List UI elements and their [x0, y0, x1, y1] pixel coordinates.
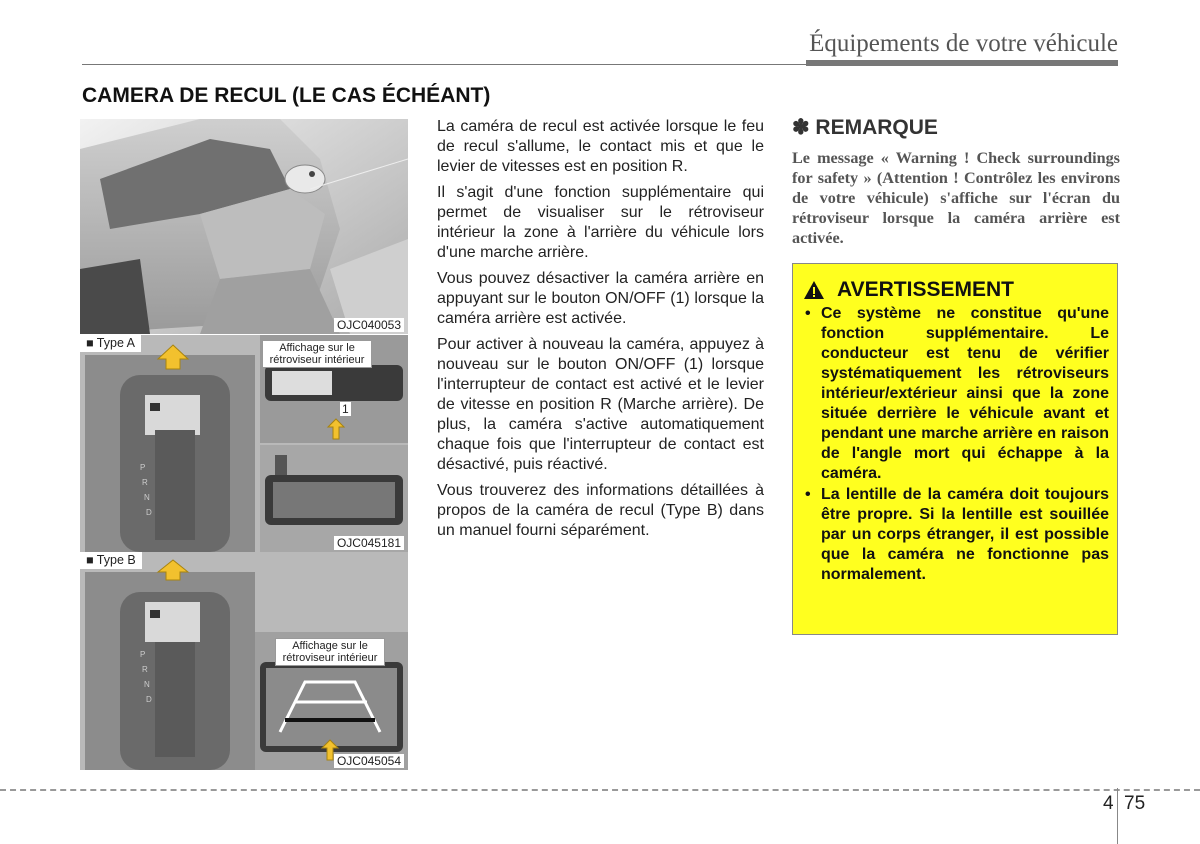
svg-text:R: R — [142, 478, 148, 487]
warning-item: • Ce système ne constitue qu'une fonction supplémentaire. Le conducteur est tenu de vérifier systématiquement les rétroviseurs intérieur/extérieur ainsi que la zone située derrière le véhicule avant et pendant une marche arrière en raison de l'angle mort qui échappe à la caméra. — [803, 304, 1109, 484]
figure-code: OJC045181 — [334, 536, 404, 550]
footer-rule — [0, 789, 1200, 791]
type-b-label: ■ Type B — [80, 552, 142, 569]
figure-type-a — [80, 335, 408, 552]
page-number-divider — [1117, 788, 1118, 844]
running-header: Équipements de votre véhicule — [809, 30, 1118, 57]
svg-text:R: R — [142, 665, 148, 674]
svg-text:N: N — [144, 680, 150, 689]
svg-text:D: D — [146, 508, 152, 517]
svg-text:D: D — [146, 695, 152, 704]
svg-text:P: P — [140, 463, 146, 472]
page-number: 75 — [1124, 793, 1146, 814]
warning-title: AVERTISSEMENT — [837, 278, 1014, 301]
figure-code: OJC040053 — [334, 318, 404, 332]
figure-rear-camera — [80, 119, 408, 334]
warning-item: • La lentille de la caméra doit toujours être propre. Si la lentille est souillée par un corps étranger, il est possible que la caméra ne fonctionne pas normalement. — [803, 485, 1109, 585]
svg-text:P: P — [140, 650, 146, 659]
figure-type-b — [80, 552, 408, 770]
paragraph: Vous trouverez des informations détaillées à propos de la caméra de recul (Type B) dans un manuel fourni séparément. — [437, 482, 764, 539]
inset-label-mirror-display: Affichage sur le rétroviseur intérieur — [262, 340, 372, 368]
body-text — [437, 117, 764, 547]
callout-number: 1 — [342, 402, 349, 416]
type-a-label: ■ Type A — [80, 335, 141, 352]
warning-box — [792, 263, 1118, 635]
section-title: CAMERA DE RECUL (LE CAS ÉCHÉANT) — [82, 84, 491, 107]
inset-label-mirror-display: Affichage sur le rétroviseur intérieur — [275, 638, 385, 666]
paragraph: La caméra de recul est activée lorsque le feu de recul s'allume, le contact mis et que le levier de vitesses est en position R. — [437, 118, 764, 175]
warning-triangle-icon — [803, 280, 825, 300]
svg-text:N: N — [144, 493, 150, 502]
warning-list — [803, 304, 1109, 586]
paragraph: Pour activer à nouveau la caméra, appuyez à nouveau sur le bouton ON/OFF (1) lorsque l'interrupteur de contact est activé et le levier de vitesse en position R (Marche arrière). De plus, la caméra s'active automatiquement chaque fois que l'interrupteur de contact est désactivé, puis réactivé. — [437, 336, 764, 473]
header-rule-accent — [806, 60, 1118, 66]
warning-heading — [803, 278, 1014, 302]
remark-text: Le message « Warning ! Check surroundings for safety » (Attention ! Contrôlez les environs de votre véhicule) s'affiche sur l'écran du rétroviseur lorsque la caméra arrière est activée. — [792, 149, 1120, 247]
car-rear-illustration — [80, 119, 408, 334]
remark-title: ✽ REMARQUE — [792, 116, 938, 139]
paragraph: Vous pouvez désactiver la caméra arrière en appuyant sur le bouton ON/OFF (1) lorsque la caméra arrière est activée. — [437, 270, 764, 327]
figure-code: OJC045054 — [334, 754, 404, 768]
paragraph: Il s'agit d'une fonction supplémentaire qui permet de visualiser sur le rétroviseur intérieur la zone à l'arrière du véhicule lors d'une marche arrière. — [437, 184, 764, 261]
chapter-number: 4 — [1103, 793, 1114, 814]
